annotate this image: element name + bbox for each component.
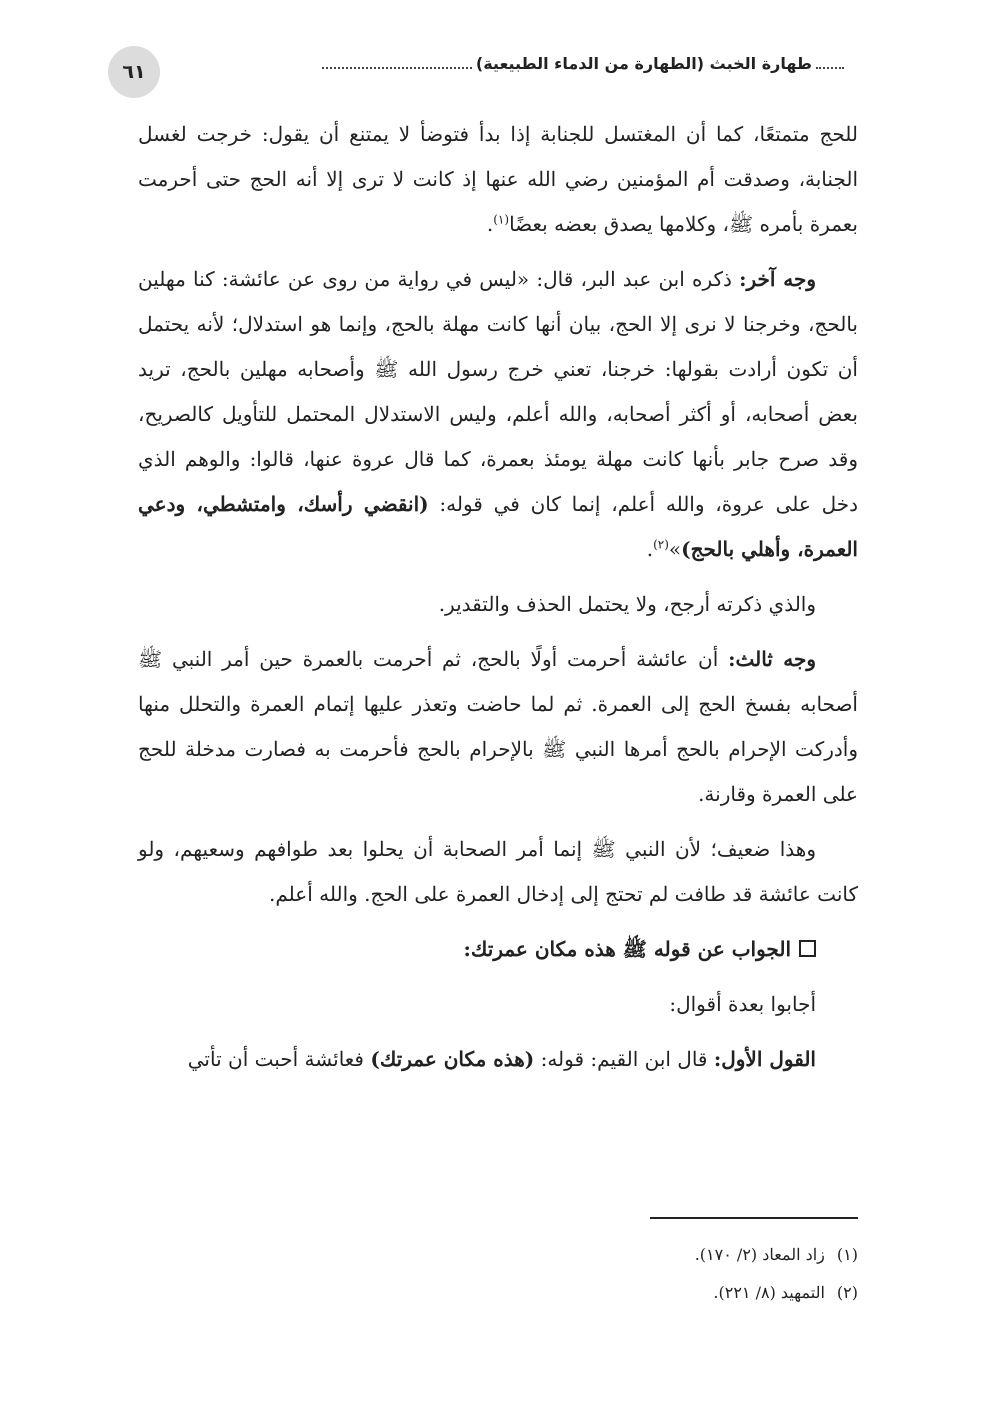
header-leader-dots — [322, 67, 472, 69]
hadith-quote: (انقضي رأسك، وامتشطي، ودعي العمرة، وأهلي بالحج) — [138, 492, 858, 561]
footnote-ref: (٢) — [653, 537, 669, 552]
hadith-quote: (هذه مكان عمرتك) — [370, 1047, 535, 1071]
paragraph: وجه آخر: ذكره ابن عبد البر، قال: «ليس في رواية من روى عن عائشة: كنا مهلين بالحج، وخرجنا لا نرى إلا الحج، بيان أنها كانت مهلة بالحج، وإنما هو استدلال؛ لأنه يحتمل أن تكون أرادت بقولها: خرجنا، تعني خرج رسول الله ﷺ وأصحابه مهلين بالحج، تريد بعض أصحابه، أو أكثر أصحابه، والله أعلم، وليس الاستدلال المحتمل للتأويل كالصريح، وقد صرح جابر بأنها كانت مهلة يومئذ بعمرة، كما قال عروة عنها، قالوا: والوهم الذي دخل على عروة، والله أعلم، إنما كان في قوله: (انقضي رأسك، وامتشطي، ودعي العمرة، وأهلي بالحج)»$^{(٢)}$. — [138, 267, 858, 561]
section-heading: الجواب عن قوله ﷺ هذه مكان عمرتك: — [138, 927, 858, 972]
footnote-ref: (١) — [493, 212, 510, 227]
running-title: طهارة الخبث (الطهارة من الدماء الطبيعية) — [475, 54, 812, 73]
section-lead: القول الأول: — [713, 1047, 816, 1071]
page-number: ٦١ — [108, 46, 160, 98]
footnote: (١)زاد المعاد (٢/ ١٧٠). — [694, 1245, 858, 1264]
main-text — [138, 112, 858, 1092]
paragraph: القول الأول: قال ابن القيم: قوله: (هذه مكان عمرتك) فعائشة أحبت أن تأتي — [187, 1047, 816, 1071]
section-lead: وجه ثالث: — [728, 647, 817, 671]
square-bullet-icon — [799, 940, 816, 957]
paragraph: وجه ثالث: أن عائشة أحرمت أولًا بالحج، ثم أحرمت بالعمرة حين أمر النبي ﷺ أصحابه بفسخ الحج إلى العمرة. ثم لما حاضت وتعذر عليها إتمام العمرة والتحلل منها وأدركت الإحرام بالحج أمرها النبي ﷺ بالإحرام بالحج فأحرمت به فصارت مدخلة للحج على العمرة وقارنة. — [138, 647, 858, 806]
footnote-divider — [650, 1217, 858, 1219]
paragraph: وهذا ضعيف؛ لأن النبي ﷺ إنما أمر الصحابة أن يحلوا بعد طوافهم وسعيهم، ولو كانت عائشة قد طافت لم تحتج إلى إدخال العمرة على الحج. والله أعلم. — [138, 837, 858, 906]
page-header — [108, 44, 848, 96]
header-leader-dots — [816, 67, 844, 69]
paragraph: أجابوا بعدة أقوال: — [669, 992, 816, 1016]
footnote: (٢)التمهيد (٨/ ٢٢١). — [713, 1283, 858, 1302]
paragraph: للحج متمتعًا، كما أن المغتسل للجنابة إذا بدأ فتوضأ لا يمتنع أن يقول: خرجت لغسل الجنابة، وصدقت أم المؤمنين رضي الله عنها إذ كانت لا ترى إلا أنه الحج حتى أحرمت بعمرة بأمره ﷺ، وكلامها يصدق بعضه بعضًا$^{(١)}$. — [138, 122, 858, 236]
running-header — [318, 54, 848, 73]
footnotes — [458, 1236, 858, 1312]
section-lead: وجه آخر: — [739, 267, 816, 291]
paragraph: والذي ذكرته أرجح، ولا يحتمل الحذف والتقدير. — [438, 592, 816, 616]
